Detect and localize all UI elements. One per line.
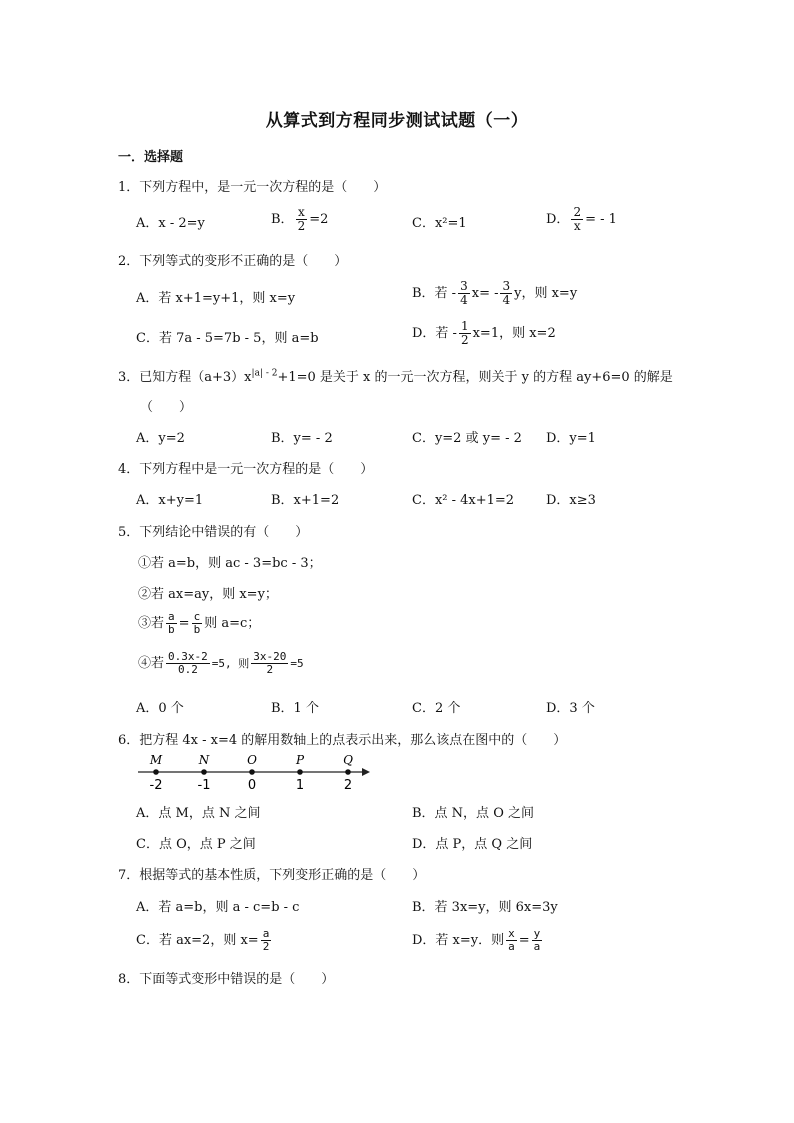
fraction: $\frac{3}{4}$ <box>460 279 468 308</box>
q1-option-c: C．x²=1 <box>412 216 467 231</box>
q5-option-a: A．0 个 <box>136 701 184 716</box>
question-3-stem: 3．已知方程$(a+3)x^{|a| - 2}+1=0$ 是关于 x 的一元一次方程，则关于 y 的方程 ay+6=0 的解是 <box>118 368 673 385</box>
q4-option-a: A．x+y=1 <box>136 493 204 508</box>
number-line-point-label: Q <box>343 753 353 767</box>
q2-option-d: D．若 - $\frac{1}{2}$ x=1，则 x=2 <box>412 319 556 348</box>
fraction: $\frac{1}{2}$ <box>460 319 469 348</box>
question-6-stem: 6．把方程 4x - x=4 的解用数轴上的点表示出来，那么该点在图中的（ ） <box>118 733 567 748</box>
number-line-point <box>297 769 303 775</box>
number-line-figure <box>136 752 372 794</box>
q6-option-a: A．点 M，点 N 之间 <box>136 806 261 821</box>
q5-item-2: ②若 ax=ay，则 x=y； <box>138 587 278 602</box>
question-3-paren: （ ） <box>140 400 193 415</box>
fraction: $\frac{a}{2}$ <box>262 927 270 954</box>
fraction: $\frac{2}{x}$ <box>573 205 582 234</box>
q7-option-c: C．若 ax=2，则 x= $\frac{a}{2}$ <box>136 927 270 954</box>
q7-option-a: A．若 a=b，则 a - c=b - c <box>136 900 300 915</box>
q6-option-d: D．点 P，点 Q 之间 <box>412 837 533 852</box>
q3-option-b: B．y= - 2 <box>271 431 333 446</box>
number-line-tick-label: 2 <box>343 778 353 793</box>
question-8-stem: 8．下面等式变形中错误的是（ ） <box>118 972 335 987</box>
fraction: $\frac{3}{4}$ <box>502 279 511 308</box>
fraction: $\frac{0.3x-2}{0.2}$ <box>168 650 208 677</box>
q7-option-d: D．若 x=y．则 $\frac{x}{a}$ = $\frac{y}{a}$ <box>412 927 541 954</box>
fraction: $\frac{c}{b}$ <box>193 610 201 637</box>
q5-option-d: D．3 个 <box>546 701 595 716</box>
q1-option-b: B． $\frac{x}{2}$ =2 <box>271 205 329 234</box>
q3-option-c: C．y=2 或 y= - 2 <box>412 431 522 446</box>
number-line-tick-label: -1 <box>197 778 211 793</box>
fraction: $\frac{a}{b}$ <box>168 610 175 637</box>
question-7-stem: 7．根据等式的基本性质，下列变形正确的是（ ） <box>118 868 426 883</box>
q3-option-a: A．y=2 <box>136 431 185 446</box>
fraction: $\frac{x}{a}$ <box>508 927 515 954</box>
number-line-point <box>153 769 159 775</box>
fraction: $\frac{x}{2}$ <box>297 205 306 234</box>
number-line-points <box>149 753 353 793</box>
q5-item-3: ③若 $\frac{a}{b}$ = $\frac{c}{b}$ 则 a=c； <box>138 610 261 637</box>
number-line-point <box>345 769 351 775</box>
fraction: $\frac{3x-20}{2}$ <box>253 650 287 677</box>
q2-option-a: A．若 x+1=y+1，则 x=y <box>136 291 296 306</box>
question-4-stem: 4．下列方程中是一元一次方程的是（ ） <box>118 462 374 477</box>
q1-option-d: D． $\frac{2}{x}$ = - 1 <box>546 205 617 234</box>
q2-option-b: B．若 - $\frac{3}{4}$ x= - $\frac{3}{4}$ y，则 x=y <box>412 279 578 308</box>
question-2-stem: 2．下列等式的变形不正确的是（ ） <box>118 254 348 269</box>
number-line-arrow <box>362 768 370 776</box>
q5-option-b: B．1 个 <box>271 701 319 716</box>
q1-option-a: A．x - 2=y <box>136 216 205 231</box>
question-5-stem: 5．下列结论中错误的有（ ） <box>118 525 309 540</box>
q5-item-1: ①若 a=b，则 ac - 3=bc - 3； <box>138 556 322 571</box>
page-title: 从算式到方程同步测试试题（一） <box>265 111 529 131</box>
number-line-point-label: O <box>247 753 257 767</box>
section-heading: 一．选择题 <box>118 150 184 165</box>
q4-option-b: B．x+1=2 <box>271 493 340 508</box>
number-line-point <box>201 769 207 775</box>
q7-option-b: B．若 3x=y，则 6x=3y <box>412 900 558 915</box>
number-line-point-label: N <box>198 753 210 767</box>
q2-option-c: C．若 7a - 5=7b - 5，则 a=b <box>136 331 319 346</box>
question-1-stem: 1．下列方程中，是一元一次方程的是（ ） <box>118 180 387 195</box>
q3-option-d: D．y=1 <box>546 431 596 446</box>
number-line-tick-label: 1 <box>295 778 305 793</box>
q4-option-d: D．x≥3 <box>546 493 596 508</box>
q6-option-c: C．点 O，点 P 之间 <box>136 837 256 852</box>
q4-option-c: C．x² - 4x+1=2 <box>412 493 515 508</box>
q5-option-c: C．2 个 <box>412 701 461 716</box>
number-line-tick-label: -2 <box>149 778 163 793</box>
q5-item-4: ④若 $\frac{0.3x-2}{0.2}$ =5, 则 $\frac{3x-20}{2}$ =5 <box>138 650 304 677</box>
q6-option-b: B．点 N，点 O 之间 <box>412 806 534 821</box>
number-line-point <box>249 769 255 775</box>
number-line-point-label: P <box>295 753 305 767</box>
fraction: $\frac{y}{a}$ <box>533 927 541 954</box>
number-line-tick-label: 0 <box>247 778 257 793</box>
number-line-point-label: M <box>149 753 163 767</box>
